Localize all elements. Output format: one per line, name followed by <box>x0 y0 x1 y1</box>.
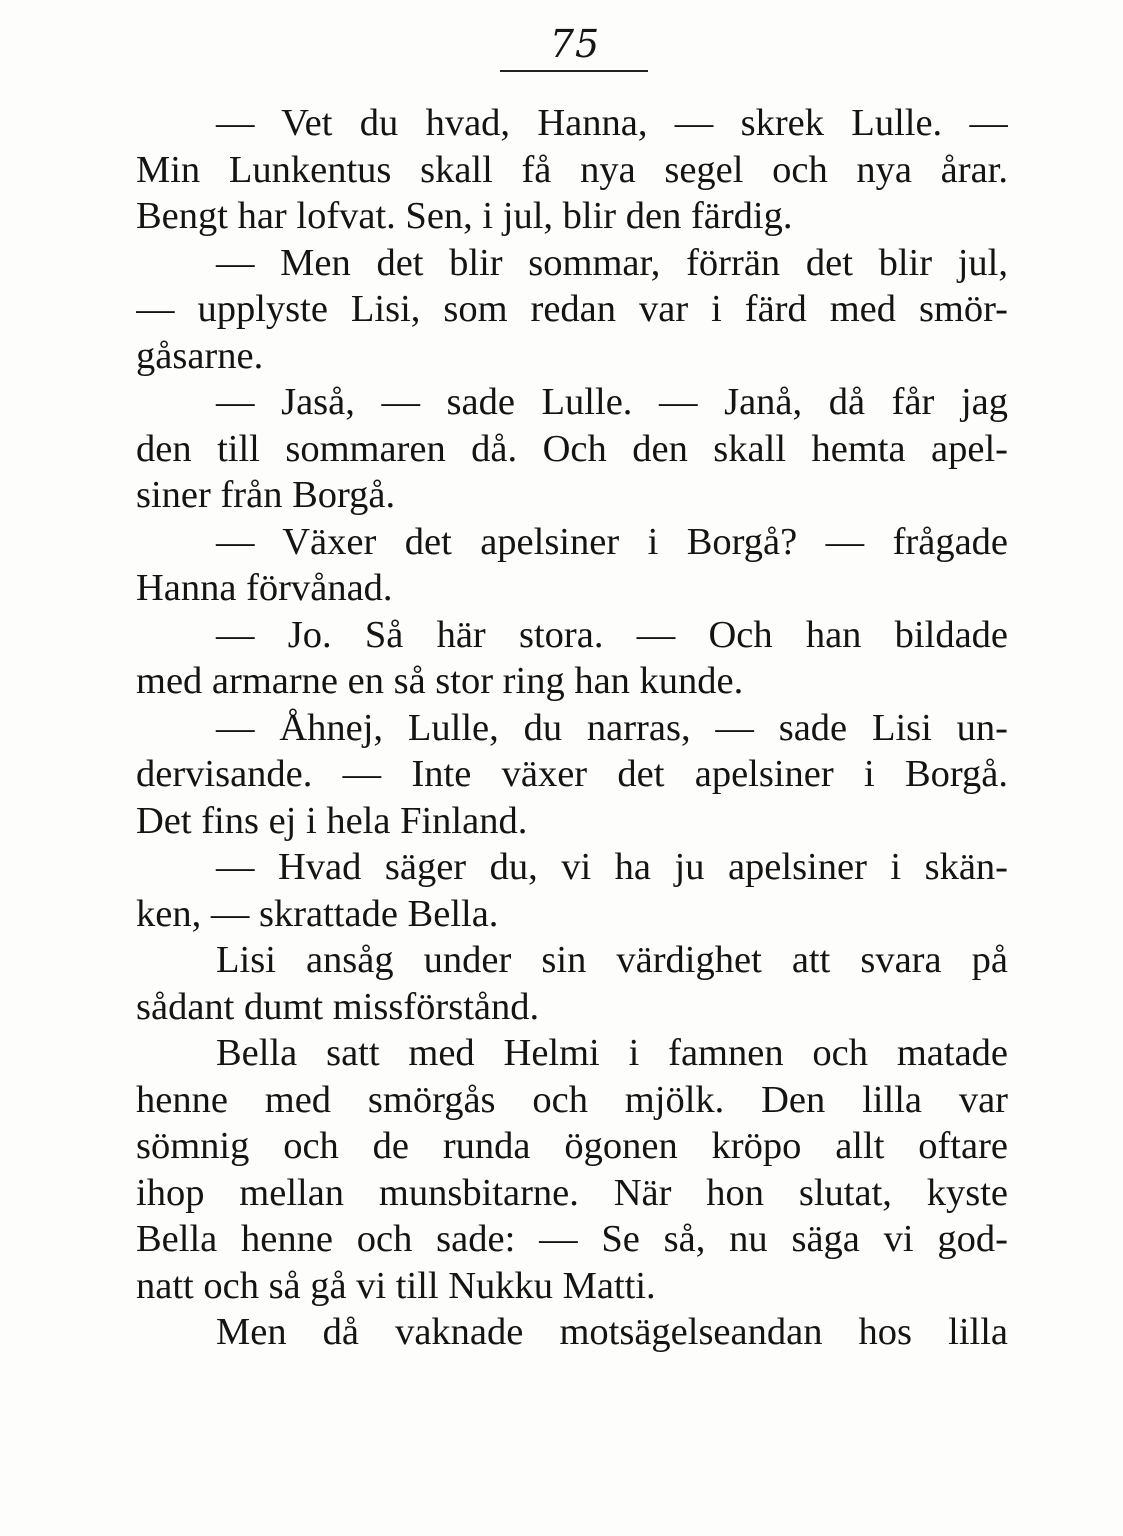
text-line: Hanna förvånad. <box>136 567 393 609</box>
text-line: — upplyste Lisi, som redan var i färd med smör- <box>136 288 1008 330</box>
text-line: — Hvad säger du, vi ha ju apelsiner i skän- <box>216 846 1008 888</box>
text-line: ihop mellan munsbitarne. När hon slutat, kyste <box>136 1171 1008 1214</box>
text-line: Men då vaknade motsägelseandan hos lilla <box>216 1311 1008 1353</box>
text-line: — Jaså, — sade Lulle. — Janå, då får jag <box>216 381 1008 423</box>
text-line: Bella henne och sade: — Se så, nu säga vi god- <box>136 1218 1008 1260</box>
text-line: gåsarne. <box>136 334 264 377</box>
text-line: sådant dumt missförstånd. <box>136 985 540 1028</box>
text-line: sömnig och de runda ögonen kröpo allt oftare <box>136 1125 1008 1167</box>
text-line: henne med smörgås och mjölk. Den lilla var <box>136 1078 1008 1121</box>
text-line: Det fins ej i hela Finland. <box>136 799 528 842</box>
text-line: — Åhnej, Lulle, du narras, — sade Lisi un- <box>216 706 1008 749</box>
text-line: dervisande. — Inte växer det apelsiner i Borgå. <box>136 753 1008 795</box>
text-line: Min Lunkentus skall få nya segel och nya årar. <box>136 148 1008 191</box>
body-text <box>136 100 1008 1356</box>
text-line: natt och så gå vi till Nukku Matti. <box>136 1264 656 1307</box>
page-number: 75 <box>549 22 601 66</box>
text-line: — Jo. Så här stora. — Och han bildade <box>216 613 1008 656</box>
text-line: Bengt har lofvat. Sen, i jul, blir den färdig. <box>136 195 793 237</box>
text-line: siner från Borgå. <box>136 474 396 516</box>
text-line: den till sommaren då. Och den skall hemta apel- <box>136 427 1008 470</box>
text-line: ken, — skrattade Bella. <box>136 892 499 935</box>
text-line: Lisi ansåg under sin värdighet att svara på <box>216 939 1008 981</box>
page-number-rule <box>500 70 648 72</box>
text-line: Bella satt med Helmi i famnen och matade <box>216 1032 1008 1074</box>
text-line: med armarne en så stor ring han kunde. <box>136 660 744 702</box>
text-line: — Vet du hvad, Hanna, — skrek Lulle. — <box>216 102 1008 144</box>
text-line: — Växer det apelsiner i Borgå? — frågade <box>216 520 1008 563</box>
text-line: — Men det blir sommar, förrän det blir jul, <box>216 241 1008 284</box>
